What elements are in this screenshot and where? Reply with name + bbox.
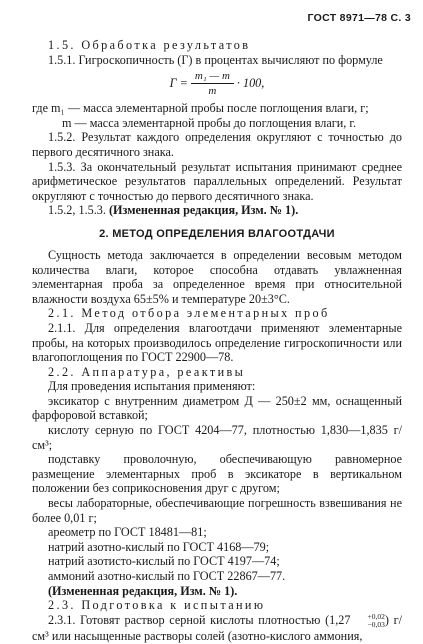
equipment-item: подставку проволочную, обеспечивающую равномерное размещение элементарных проб в эксикаторе в вертикальном положении без соприкосновения друг с другом; <box>32 452 402 496</box>
paragraph-1-5-3: 1.5.3. За окончательный результат испытания принимают среднее арифметическое результатов параллельных определений. Результат округляют с точностью до первого десятичного знака. <box>32 159 402 203</box>
formula-numerator: m₁ — m <box>191 70 234 84</box>
equipment-item: эксикатор с внутренним диаметром Д — 250±2 мм, оснащенный фарфоровой вставкой; <box>32 393 402 423</box>
section-1-5-title: 1.5. Обработка результатов <box>48 38 251 52</box>
method-essence: Сущность метода заключается в определении весовым методом количества влаги, которое способна отдавать увлажненная элементарная проба за определенное время при относительной влажности воздуха 65±5% и температуре 20±3°С. <box>32 247 402 306</box>
document-body <box>32 38 402 644</box>
change-note-2: (Измененная редакция, Изм. № 1). <box>48 583 238 598</box>
change-note-1-refs: 1.5.2, 1.5.3. <box>48 203 106 218</box>
hygroscopicity-formula <box>32 70 402 97</box>
paragraph-2-3-1 <box>32 613 402 644</box>
equipment-item: весы лабораторные, обеспечивающие погрешность взвешивания не более 0,01 г; <box>32 496 402 525</box>
formula-where-1: где m₁ — масса элементарной пробы после поглощения влаги, г; <box>32 101 369 116</box>
equipment-item: ареометр по ГОСТ 18481—81; <box>48 525 207 540</box>
change-note-1 <box>32 203 402 218</box>
tolerance-upper: +0,02 <box>367 611 385 621</box>
paragraph-1-5-2: 1.5.2. Результат каждого определения округляют с точностью до первого десятичного знака. <box>32 130 402 159</box>
formula-lhs: Г = <box>169 76 188 91</box>
section-2-title: 2. МЕТОД ОПРЕДЕЛЕНИЯ ВЛАГООТДАЧИ <box>99 227 335 240</box>
section-2-2-title: 2.2. Аппаратура, реактивы <box>48 364 246 379</box>
paragraph-2-3-1-end: ) г/см³ или насыщенные растворы солей (азотно-кислого аммония, <box>32 612 402 643</box>
equipment-item: аммоний азотно-кислый по ГОСТ 22867—77. <box>48 569 286 583</box>
equipment-item: натрий азотно-кислый по ГОСТ 4168—79; <box>48 539 270 554</box>
change-note-1-text: (Измененная редакция, Изм. № 1). <box>108 203 299 218</box>
page-header: ГОСТ 8971—78 С. 3 <box>307 12 411 24</box>
section-2-3-title: 2.3. Подготовка к испытанию <box>48 598 266 613</box>
paragraph-2-1-1: 2.1.1. Для определения влагоотдачи применяют элементарные пробы, на которых производилось определение гигроскопичности или влагопоглощения по ГОСТ 22900—78. <box>32 320 402 365</box>
paragraph-2-3-1-start: 2.3.1. Готовят раствор серной кислоты плотностью (1,27 <box>48 612 351 627</box>
formula-tail: · 100, <box>236 76 265 91</box>
formula-fraction <box>191 70 234 97</box>
paragraph-1-5-1: 1.5.1. Гигроскопичность (Г) в процентах вычисляют по формуле <box>48 52 383 67</box>
density-tolerance <box>352 613 385 629</box>
section-2-1-title: 2.1. Метод отбора элементарных проб <box>48 306 330 321</box>
equipment-item: кислоту серную по ГОСТ 4204—77, плотностью 1,830—1,835 г/см³; <box>32 423 402 452</box>
formula-where-2: m — масса элементарной пробы до поглощения влаги, г. <box>62 115 357 130</box>
tolerance-lower: −0,03 <box>367 619 385 629</box>
equipment-intro: Для проведения испытания применяют: <box>48 379 256 394</box>
formula-denominator: m <box>208 85 217 98</box>
equipment-item: натрий азотисто-кислый по ГОСТ 4197—74; <box>48 554 280 569</box>
